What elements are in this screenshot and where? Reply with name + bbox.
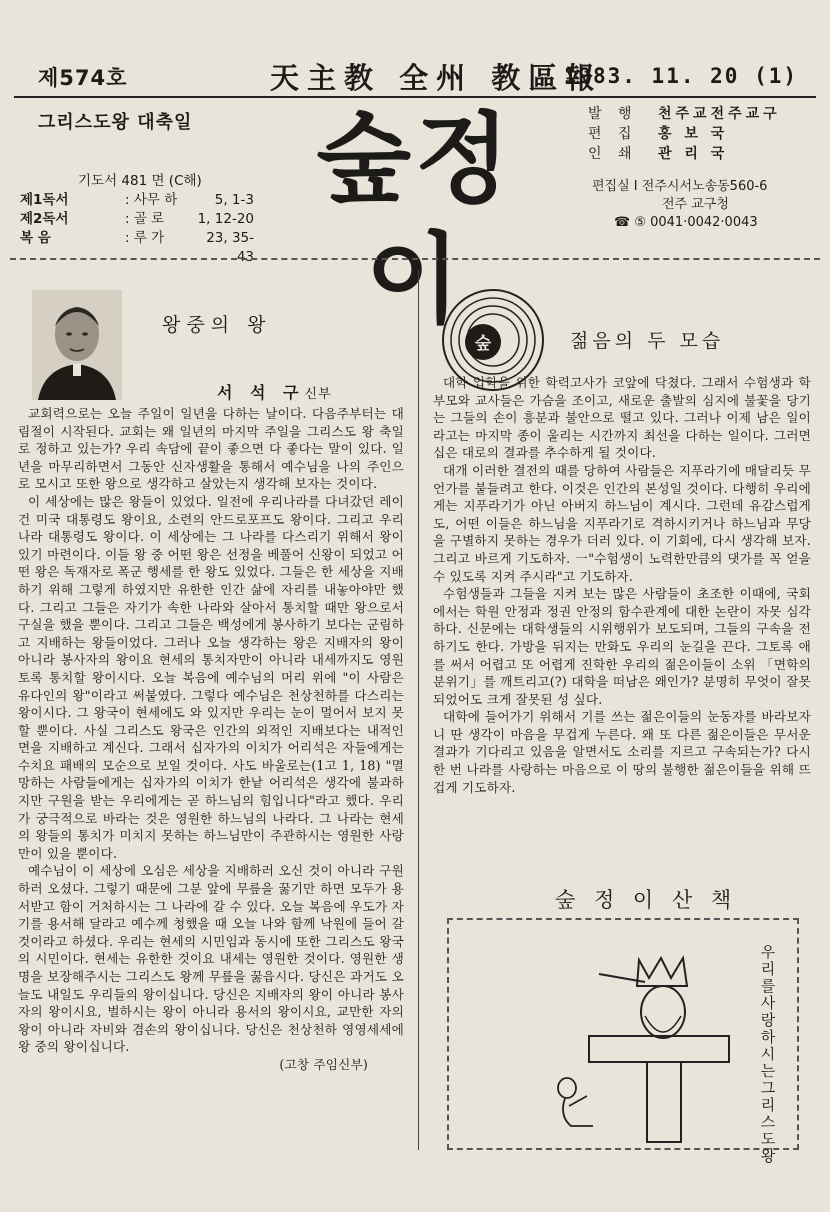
article-author (217, 380, 332, 403)
article-two-faces-of-youth (425, 270, 818, 870)
masthead (270, 100, 560, 337)
header-bar (20, 52, 812, 96)
feast-and-readings (20, 108, 260, 267)
address-line: 편집실 I 전주시서노송동560-6 (592, 179, 768, 194)
issue-number: 제574호 (38, 66, 128, 90)
issue-date: 1983. 11. 20 (1) (563, 64, 798, 88)
article-body (18, 405, 404, 1074)
publisher-value: 천주교전주교구 (658, 106, 781, 122)
publisher-label: 인 쇄 (588, 146, 638, 162)
paper-name: 天主教 全州 教區報 (270, 61, 603, 95)
section-divider (10, 258, 820, 260)
article-paragraph: 교회력으로는 오늘 주일이 일년을 다하는 날이다. 다음주부터는 대림절이 시작된다. 교회는 왜 일년의 마지막 주일을 그리스도 왕 축일로 정하고 있는가? 우리 속담에 끝이 좋으면 다 좋다는 말이 있다. 일년을 마무리하면서 그동안 신자생활을 통해서 예수님을 나의 주인으로 모시고 또한 왕으로 생각하고 살았는지 생각해 보자는 것이다. (18, 406, 404, 492)
article-paragraph: 예수님이 이 세상에 오심은 세상을 지배하러 오신 것이 아니라 구원하러 오셨다. 그렇기 때문에 그분 앞에 무릎을 꿇기만 하면 모두가 용서받고 함이 거처하시는 그 나라에 갈 수 있다. 오늘 복음에 우도가 자기를 용서해 달라고 예수께 청했을 때 오늘 나와 함께 낙원에 들어 갈 것이라고 하셨다. 우리는 현세의 시민임과 동시에 또한 그리스도 왕국의 시민이다. 현세는 유한한 것이요 내세는 영원한 것이다. 영원한 생명을 보장해주시는 그리스도 왕께 무릎을 꿇읍시다. 당신은 과거도 오늘도 내일도 우리들의 왕이십니다. 당신은 지배자의 왕이 아니라 봉사자의 왕이시요, 벌하시는 왕이 아니라 용서의 왕이시요, 교만한 자의 왕이 아니라 자비와 겸손의 왕이십니다. 당신은 천상천하 영영세세에 왕 중의 왕이십니다. (18, 863, 404, 1055)
column-divider (418, 270, 419, 1150)
publisher-row (588, 144, 818, 164)
article-paragraph: 대학 입학을 위한 학력고사가 코앞에 닥쳤다. 그래서 수험생과 학부모와 교사들은 가슴을 조이고, 새로운 출발의 심지에 불꽃을 당기는 그들의 손이 흥분과 불안으로 떨고 있다. 그러나 이제 남은 일이라고는 마지막 종이 울리는 시간까지 최선을 다하는 일이다. 그러면 십은 대로의 결과를 추수하게 될 것이다. (433, 375, 811, 461)
reading-book: : 루 가 (125, 230, 165, 246)
prayer-book-ref: 기도서 481 면 (C해) (78, 173, 202, 189)
logo-glyph: 숲 (474, 334, 492, 354)
publisher-label: 편 집 (588, 126, 638, 142)
reading-book: : 골 로 (125, 211, 165, 227)
editorial-address (592, 178, 817, 232)
publisher-label: 발 행 (588, 106, 638, 122)
phone-numbers: ☎ ⑤ 0041·0042·0043 (614, 215, 758, 230)
reading-ref: 23, 35-43 (206, 230, 254, 265)
reading-label: 제2독서 (20, 211, 69, 227)
cartoon-illustration (449, 920, 797, 1148)
author-title: 신부 (304, 387, 332, 402)
reading-label: 복 음 (20, 230, 51, 246)
publisher-value: 관 리 국 (658, 146, 729, 162)
article-title: 왕중의 왕 (162, 314, 272, 336)
reading-ref: 5, 1-3 (214, 192, 254, 208)
readings-list (20, 172, 260, 267)
header-rule (14, 96, 816, 98)
publisher-row (588, 124, 818, 144)
cartoon-panel (447, 918, 799, 1165)
reading-row (20, 229, 260, 267)
cartoon-caption: 우리를 사랑하시는 그리스도왕 (760, 943, 776, 1165)
reading-label: 제1독서 (20, 192, 69, 208)
article-paragraph: 대학에 들어가기 위해서 기를 쓰는 젊은이들의 눈동자를 바라보자니 딴 생각이 마음을 무겁게 누른다. 왜 또 다른 젊은이들은 무서운 결과가 기다리고 있음을 알면서도 소리를 지르고 구속되는가? 다시 한 번 나라를 사랑하는 마음으로 이 땅의 불행한 젊은이들을 위해 뜨겁게 기도하자. (433, 709, 811, 795)
article-body (433, 374, 811, 796)
cartoon-section-title: 숲 정 이 산 책 (555, 888, 738, 912)
publisher-value: 홍 보 국 (658, 126, 729, 142)
reading-row (20, 210, 260, 229)
publisher-info (588, 104, 818, 164)
publisher-row (588, 104, 818, 124)
article-paragraph: 대개 이러한 결전의 때를 당하여 사람들은 지푸라기에 매달리듯 무언가를 붙들려고 한다. 이것은 인간의 본성일 것이다. 다행히 우리에게는 지푸라기가 아닌 아버지 하느님이 계시다. 그런데 유감스럽게도, 어떤 이들은 하느님을 지푸라기로 격하시키거나 하느님과 무당을 구별하지 못하는 경우가 더러 있다. 이 기회에, 다시 생각해 보자. 그리고 바르게 기도하자. 一"수험생이 노력한만큼의 댓가를 꼭 얻을 수 있도록 지켜 주시라"고 기도하자. (433, 462, 811, 584)
reading-ref: 1, 12-20 (197, 211, 254, 227)
author-name: 서 석 구 (217, 383, 305, 402)
author-portrait (32, 290, 122, 400)
reading-book: : 사무 하 (125, 192, 178, 208)
article-king-of-kings (12, 270, 412, 1170)
address-line: 전주 교구청 (662, 197, 729, 212)
article-signature: (고창 주임신부) (279, 1056, 368, 1072)
article-paragraph: 수험생들과 그들을 지켜 보는 많은 사람들이 초조한 이때에, 국회에서는 학원 안정과 정권 안정의 함수관계에 대한 논란이 자못 심각하다. 신문에는 대학생들의 시위행위가 보도되며, 그들의 구속을 전하기도 한다. 가방을 뒤지는 만화도 우리의 눈길을 끈다. 그토록 애를 써서 어렵고 또 어렵게 진학한 우리의 젊은이들이 소위 「면학의 분위기」를 깨트리고(?) 대학을 떠남은 왜인가? 분명히 무엇이 잘못되었어도 크게 잘못된 성 싶다. (433, 586, 811, 707)
reading-row (20, 191, 260, 210)
article-title: 젊음의 두 모습 (570, 330, 725, 352)
article-paragraph: 이 세상에는 많은 왕들이 있었다. 일전에 우리나라를 다녀갔던 레이건 미국 대통령도 왕이요, 소련의 안드로포프도 왕이다. 그리고 우리나라 대통령도 왕이다. 이 세상에는 그 나라를 다스리기 위해서 왕이 있기 마련이다. 이들 왕 중 어떤 왕은 선정을 베풀어 신왕이 되었고 어떤 왕은 독재자로 폭군 행세를 한 왕도 있었다. 그들은 한 세상을 지배하기 위해 그렇게 하였지만 유한한 인간 삶에 자리를 내놓아야만 했다. 그리고 그들은 자기가 속한 나라와 살아서 통치할 때만 왕으로서 구실을 했을 뿐이다. 그리고 그들은 백성에게 봉사하기 보다는 군림하고 지배하는 왕들이었다. 그러나 오늘 생각하는 왕은 지배자의 왕이 아니라 봉사자의 왕이요 현세의 통치자만이 아니라 내세까지도 영원토록 통치할 왕이시다. 오늘 복음에 예수님의 머리 위에 "이 사람은 유다인의 왕"이라고 써붙였다. 그렇다 예수님은 천상천하를 다스리는 왕이시다. 그 왕국이 현세에도 와 있지만 우리는 눈이 멀어서 보지 못할 뿐이다. 사실 그리스도 왕국은 인간의 외적인 지배보다는 내적인 면을 지배하고 계신다. 그래서 십자가의 이치가 어리석은 자들에게는 수치요 패배의 모순으로 보일 것이다. 사도 바울로는(1고 1, 18) "멸망하는 사람들에게는 십자가의 이치가 한낱 어리석은 생각에 불과하지만 구원을 받는 우리에게는 곧 하느님의 힘입니다"라고 했다. 우리가 궁극적으로 바라는 것은 영원한 하느님의 나라다. 그 나라는 현세의 왕들의 통치가 미치지 못하는 하느님만이 주관하시는 영원한 사랑만이 있을 뿐이다. (18, 493, 404, 861)
masthead-title: 숲정이 (316, 103, 514, 337)
feast-name: 그리스도왕 대축일 (38, 112, 193, 133)
